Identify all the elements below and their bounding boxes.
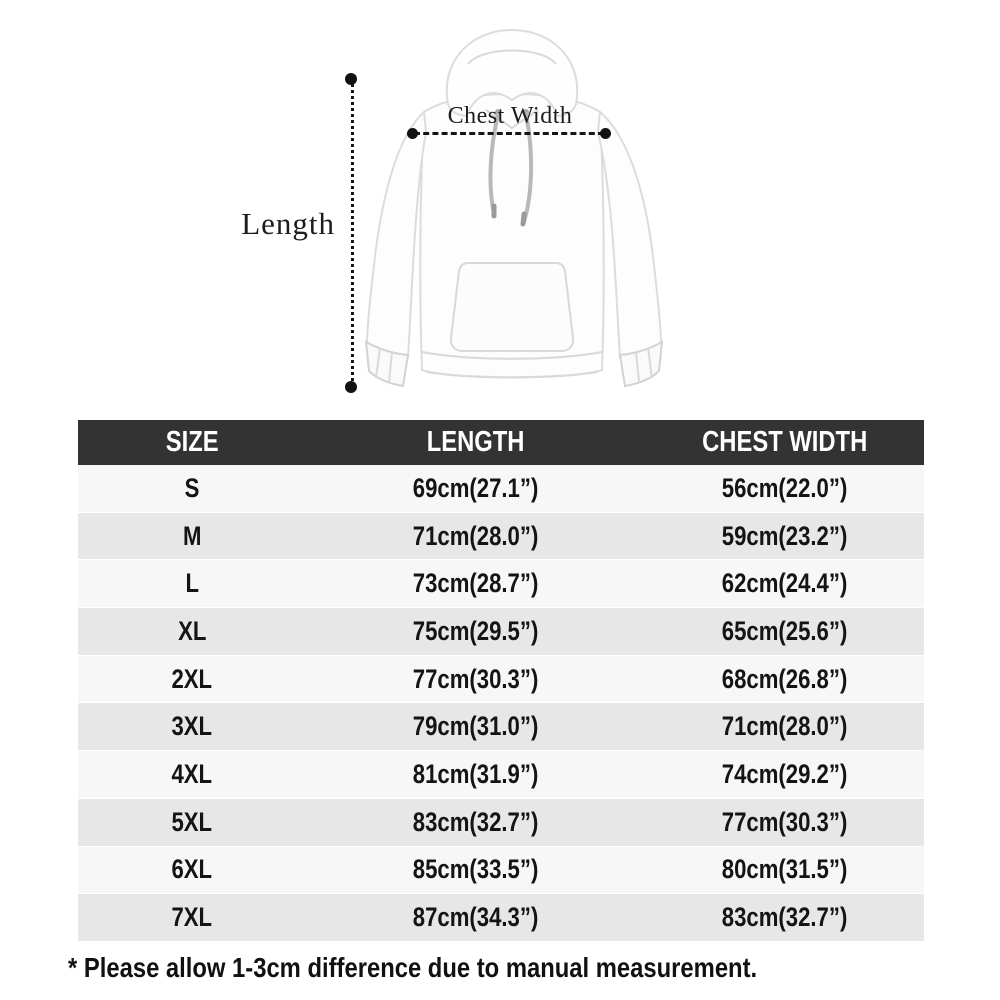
length-line-top-dot [345,73,357,85]
hoodie-pocket [451,263,573,351]
length-cell [306,465,644,512]
length-value: 79cm(31.0”) [412,711,539,742]
length-cell [306,798,644,846]
chest-width-measure-line [414,132,604,135]
length-cell [306,655,644,703]
chest-width-value: 56cm(22.0”) [721,472,848,503]
measurement-note [68,952,968,984]
header-cell-chest-width [645,420,924,465]
chest-width-cell [645,512,924,560]
size-cell [78,798,306,846]
size-value: 4XL [171,758,213,789]
size-value: 6XL [171,854,213,885]
length-cell [306,846,644,894]
table-row [78,655,924,703]
size-value: 5XL [171,806,213,837]
chest-width-cell [645,751,924,799]
header-size-text: SIZE [165,426,219,458]
measurement-note-text: * Please allow 1-3cm difference due to manual measurement. [68,952,758,983]
length-value: 77cm(30.3”) [412,663,539,694]
length-cell [306,894,644,942]
length-value: 85cm(33.5”) [412,854,539,885]
size-cell [78,846,306,894]
size-value: XL [178,615,207,646]
hoodie-svg [340,0,670,400]
chest-width-cell [645,846,924,894]
size-chart-table [78,420,924,942]
chest-width-value: 68cm(26.8”) [721,663,848,694]
header-chest-width-text: CHEST WIDTH [701,426,867,458]
table-row [78,512,924,560]
chest-width-value: 74cm(29.2”) [721,758,848,789]
length-line-bottom-dot [345,381,357,393]
hoodie-aglet-right [523,214,524,224]
chest-width-value: 59cm(23.2”) [721,520,848,551]
length-cell [306,608,644,656]
size-cell [78,560,306,608]
chest-width-cell [645,608,924,656]
table-row [78,798,924,846]
hoodie-illustration [340,0,670,400]
header-cell-length [306,420,644,465]
length-label: Length [241,206,335,241]
hoodie-left-sleeve [367,112,426,357]
length-cell [306,703,644,751]
chest-width-value: 83cm(32.7”) [721,902,848,933]
length-value: 87cm(34.3”) [412,902,539,933]
size-value: 3XL [171,711,213,742]
size-value: L [185,568,199,599]
size-cell [78,512,306,560]
length-cell [306,751,644,799]
size-value: 2XL [171,663,213,694]
table-row [78,751,924,799]
header-cell-size [78,420,306,465]
length-measure-line [351,79,354,387]
chest-width-cell [645,465,924,512]
table-row [78,846,924,894]
size-cell [78,608,306,656]
chest-width-label: Chest Width [447,103,573,129]
length-value: 83cm(32.7”) [412,806,539,837]
size-cell [78,894,306,942]
table-row [78,894,924,942]
size-value: M [182,520,202,551]
chest-width-cell [645,894,924,942]
chest-width-value: 65cm(25.6”) [721,615,848,646]
chest-width-cell [645,703,924,751]
length-value: 75cm(29.5”) [412,615,539,646]
chest-width-value: 77cm(30.3”) [721,806,848,837]
table-row [78,703,924,751]
size-value: 7XL [171,902,213,933]
hoodie-right-sleeve [598,112,661,357]
length-cell [306,512,644,560]
size-cell [78,751,306,799]
chest-width-cell [645,798,924,846]
chest-width-value: 80cm(31.5”) [721,854,848,885]
chest-width-cell [645,655,924,703]
length-value: 81cm(31.9”) [412,758,539,789]
chest-width-cell [645,560,924,608]
chest-width-value: 62cm(24.4”) [721,568,848,599]
table-header-row [78,420,924,465]
chest-width-value: 71cm(28.0”) [721,711,848,742]
length-cell [306,560,644,608]
table-row [78,465,924,512]
length-value: 69cm(27.1”) [412,472,539,503]
size-value: S [184,472,200,503]
length-value: 73cm(28.7”) [412,568,539,599]
length-value: 71cm(28.0”) [412,520,539,551]
header-length-text: LENGTH [426,426,525,458]
size-cell [78,465,306,512]
table-row [78,560,924,608]
size-cell [78,703,306,751]
table-row [78,608,924,656]
size-cell [78,655,306,703]
measurement-diagram [0,0,1000,420]
